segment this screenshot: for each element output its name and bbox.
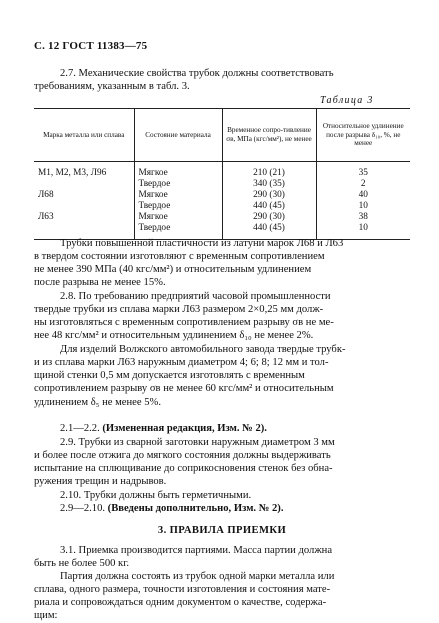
cell-elongation: 40 <box>316 190 410 201</box>
paragraph-high-plasticity-cont <box>34 250 410 290</box>
text-line: риала и сопровождаться одним документом о качестве, содержа- <box>34 597 327 609</box>
amendment-ref: 2.1—2.2. <box>60 423 103 434</box>
cell-elongation: 38 <box>316 212 410 223</box>
text-line: быть не более 500 кг. <box>34 558 130 569</box>
text-line: и из сплава марки Л63 наружным диаметром 4; 6; 8; 12 мм и тол- <box>34 357 329 368</box>
table-row <box>34 162 410 180</box>
cell-strength: 440 (45) <box>222 201 316 212</box>
column-header-elongation: Относительное удлинение после разрыва δ₁₀, %, не менее <box>316 109 410 162</box>
text-line: щиной стенки 0,5 мм допускается изготовлять с временным <box>34 370 305 382</box>
text-line: Партия должна состоять из трубок одной марки металла или <box>60 571 335 582</box>
cell-state: Мягкое <box>134 212 222 223</box>
text-line <box>60 422 410 435</box>
text-line: твердые трубки из сплава марки Л63 размером 2×0,25 мм долж- <box>34 304 324 315</box>
cell-strength: 210 (21) <box>222 162 316 180</box>
table-row <box>34 201 410 212</box>
table-header-row <box>34 109 410 162</box>
cell-state: Твердое <box>134 201 222 212</box>
properties-table <box>34 108 410 240</box>
cell-strength: 340 (35) <box>222 179 316 190</box>
text-line: 2.7. Механические свойства трубок должны соответствовать <box>60 68 334 79</box>
column-header-grade: Марка металла или сплава <box>34 109 134 162</box>
amendment-ref: 2.9—2.10. <box>60 503 108 514</box>
paragraph-2-1-2-2 <box>60 422 410 435</box>
table-row <box>34 212 410 223</box>
text-line: после разрыва не менее 15%. <box>34 277 166 289</box>
paragraph-volga-plant-cont <box>34 356 410 409</box>
paragraph-high-plasticity <box>60 237 410 250</box>
paragraph-2-8 <box>60 290 410 303</box>
cell-grade <box>34 179 134 190</box>
cell-state: Твердое <box>134 179 222 190</box>
text-line: 2.10. Трубки должны быть герметичными. <box>60 490 252 501</box>
text-line: испытание на сплющивание до соприкосновения стенок без обна- <box>34 463 333 475</box>
paragraph-2-9 <box>60 436 410 449</box>
text-line: сплава, одного размера, точности изготовления и состояния мате- <box>34 584 331 595</box>
paragraph-2-9-2-10 <box>60 502 410 515</box>
cell-grade: Л63 <box>38 212 54 222</box>
text-line: щим: <box>34 610 58 622</box>
amendment-note: (Введены дополнительно, Изм. № 2). <box>107 503 284 514</box>
text-line: не менее 390 МПа (40 кгс/мм²) и относительным удлинением <box>34 264 312 276</box>
page-header: С. 12 ГОСТ 11383—75 <box>34 40 148 52</box>
paragraph-volga-plant <box>60 343 410 356</box>
text-line: в твердом состоянии изготовляют с временным сопротивлением <box>34 251 325 262</box>
table-row <box>34 190 410 201</box>
paragraph-batch-cont <box>34 583 410 623</box>
cell-state: Мягкое <box>134 190 222 201</box>
paragraph-2-7-cont <box>34 80 410 93</box>
paragraph-3-1-cont <box>34 557 410 570</box>
text-line: 3.1. Приемка производится партиями. Масса партии должна <box>60 545 333 556</box>
cell-strength: 290 (30) <box>222 212 316 223</box>
table-caption: Таблица 3 <box>320 95 374 106</box>
column-header-strength: Временное сопро-тивление σв, МПа (кгс/мм²), не менее <box>222 109 316 162</box>
cell-grade <box>34 201 134 212</box>
cell-strength: 440 (45) <box>222 223 316 239</box>
cell-elongation: 35 <box>316 162 410 180</box>
text-line: 2.8. По требованию предприятий часовой промышленности <box>60 291 331 302</box>
table-row <box>34 179 410 190</box>
text-line: ружения трещин и надрывов. <box>34 476 167 488</box>
paragraph-batch <box>60 570 410 583</box>
cell-elongation: 10 <box>316 223 410 239</box>
cell-grade: Л68 <box>38 190 54 200</box>
cell-state: Твердое <box>134 223 222 239</box>
paragraph-3-1 <box>60 544 410 557</box>
cell-grade: М1, М2, М3, Л96 <box>38 168 107 178</box>
cell-strength: 290 (30) <box>222 190 316 201</box>
cell-elongation: 2 <box>316 179 410 190</box>
paragraph-2-9-cont <box>34 449 410 489</box>
text-line: нее 48 кгс/мм² и относительным удлинением δ₁₀ не менее 2%. <box>34 330 314 342</box>
text-line: удлинением δ₅ не менее 5%. <box>34 396 161 408</box>
cell-elongation: 10 <box>316 201 410 212</box>
text-line: Трубки повышенной пластичности из латуни марок Л68 и Л63 <box>60 238 344 249</box>
text-line: требованиям, указанным в табл. 3. <box>34 81 190 92</box>
amendment-note: (Измененная редакция, Изм. № 2). <box>102 423 267 434</box>
paragraph-2-7 <box>60 67 410 80</box>
text-line: 2.9. Трубки из сварной заготовки наружным диаметром 3 мм <box>60 437 335 448</box>
text-line: Для изделий Волжского автомобильного завода твердые трубк- <box>60 344 346 355</box>
text-line: и более после отжига до мягкого состояния должны выдерживать <box>34 450 331 461</box>
paragraph-2-10 <box>60 489 410 502</box>
text-line <box>60 502 410 515</box>
text-line: ны изготовляться с временным сопротивлением разрыву σв не ме- <box>34 317 334 329</box>
section-heading: 3. ПРАВИЛА ПРИЕМКИ <box>157 525 287 536</box>
column-header-state: Состояние материала <box>134 109 222 162</box>
text-line: сопротивлением разрыву σв не менее 60 кгс/мм² и относительным <box>34 383 334 395</box>
cell-state: Мягкое <box>134 162 222 180</box>
paragraph-2-8-cont <box>34 303 410 343</box>
